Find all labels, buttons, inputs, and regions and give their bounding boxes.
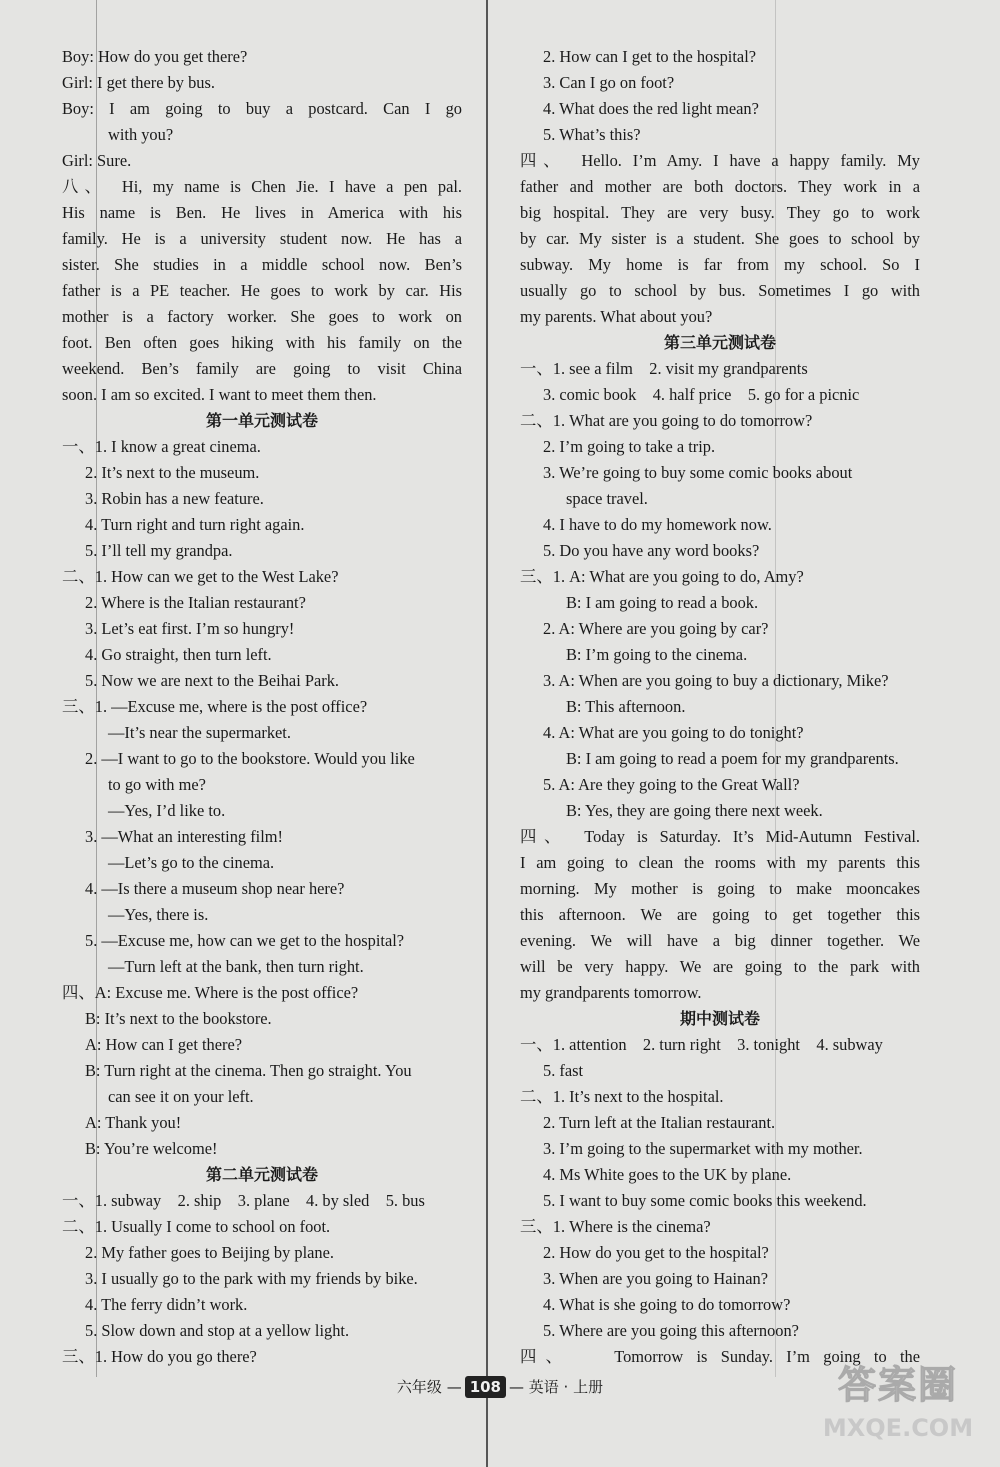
- text-line: can see it on your left.: [108, 1087, 254, 1106]
- text-line: 3. Can I go on foot?: [543, 73, 675, 92]
- text-line: Boy: I am going to buy a postcard. Can I go: [62, 99, 462, 118]
- text-line: weekend. Ben’s family are going to visit China: [62, 359, 462, 378]
- text-line: mother is a factory worker. She goes to work on: [62, 307, 462, 326]
- page-footer: 六年级 — 108 — 英语 · 上册: [396, 1378, 604, 1396]
- text-line: B: Turn right at the cinema. Then go straight. You: [85, 1061, 412, 1080]
- text-line: 4. Ms White goes to the UK by plane.: [543, 1165, 792, 1184]
- text-line: 4. Turn right and turn right again.: [85, 515, 305, 534]
- text-line: by car. My sister is a student. She goes to school by: [520, 229, 920, 248]
- text-line: 3. I usually go to the park with my friends by bike.: [85, 1269, 418, 1288]
- text-line: morning. My mother is going to make mooncakes: [520, 879, 920, 898]
- watermark-logo: [808, 1357, 988, 1457]
- text-line: —It’s near the supermarket.: [108, 723, 291, 742]
- text-line: 2. My father goes to Beijing by plane.: [85, 1243, 334, 1262]
- section-heading: 第二单元测试卷: [205, 1165, 318, 1184]
- text-line: 3. When are you going to Hainan?: [543, 1269, 769, 1288]
- text-line: 2. I’m going to take a trip.: [543, 437, 716, 456]
- text-line: 4. —Is there a museum shop near here?: [85, 879, 345, 898]
- text-line: 3. I’m going to the supermarket with my mother.: [543, 1139, 863, 1158]
- text-line: B: I am going to read a book.: [566, 593, 759, 612]
- text-line: 4. What is she going to do tomorrow?: [543, 1295, 791, 1314]
- watermark-url: MXQE.COM: [822, 1414, 974, 1442]
- text-line: 2. A: Where are you going by car?: [543, 619, 769, 638]
- text-line: big hospital. They are very busy. They go to work: [520, 203, 920, 222]
- page-number: 108: [465, 1376, 506, 1398]
- text-line: foot. Ben often goes hiking with his family on the: [62, 333, 462, 352]
- text-line: 三、1. Where is the cinema?: [520, 1217, 711, 1236]
- text-line: 三、1. How do you go there?: [62, 1347, 257, 1366]
- text-line: 3. —What an interesting film!: [85, 827, 284, 846]
- text-line: Boy: How do you get there?: [62, 47, 248, 66]
- text-line: A: How can I get there?: [85, 1035, 243, 1054]
- text-line: 5. I’ll tell my grandpa.: [85, 541, 233, 560]
- text-line: 5. Do you have any word books?: [543, 541, 760, 560]
- text-line: soon. I am so excited. I want to meet them then.: [62, 385, 377, 404]
- text-line: space travel.: [566, 489, 648, 508]
- section-heading: 期中测试卷: [679, 1009, 760, 1028]
- text-line: 3. Robin has a new feature.: [85, 489, 264, 508]
- section-heading: 第三单元测试卷: [663, 333, 776, 352]
- text-line: will be very happy. We are going to the park with: [520, 957, 920, 976]
- footer-subject: 英语 · 上册: [528, 1378, 604, 1396]
- text-line: 八、 Hi, my name is Chen Jie. I have a pen pal.: [62, 177, 462, 196]
- text-line: 2. —I want to go to the bookstore. Would you like: [85, 749, 415, 768]
- text-line: B: It’s next to the bookstore.: [85, 1009, 272, 1028]
- text-line: 5. Where are you going this afternoon?: [543, 1321, 799, 1340]
- text-line: 4. What does the red light mean?: [543, 99, 759, 118]
- text-line: B: This afternoon.: [566, 697, 686, 716]
- text-line: B: Yes, they are going there next week.: [566, 801, 823, 820]
- text-line: —Turn left at the bank, then turn right.: [108, 957, 364, 976]
- text-line: my parents. What about you?: [520, 307, 713, 326]
- text-line: sister. She studies in a middle school now. Ben’s: [62, 255, 462, 274]
- text-line: 4. I have to do my homework now.: [543, 515, 772, 534]
- text-line: —Yes, I’d like to.: [108, 801, 226, 820]
- text-line: 四、 Tomorrow is Sunday. I’m going to the: [520, 1347, 920, 1366]
- text-line: 5. Now we are next to the Beihai Park.: [85, 671, 339, 690]
- text-line: 3. comic book 4. half price 5. go for a picnic: [543, 385, 860, 404]
- text-line: 三、1. A: What are you going to do, Amy?: [520, 567, 804, 586]
- text-line: 一、1. attention 2. turn right 3. tonight 4. subway: [520, 1035, 883, 1054]
- text-line: —Let’s go to the cinema.: [108, 853, 275, 872]
- text-line: evening. We will have a big dinner together. We: [520, 931, 920, 950]
- text-line: father and mother are both doctors. They work in a: [520, 177, 920, 196]
- text-line: 3. A: When are you going to buy a dictionary, Mike?: [543, 671, 889, 690]
- column-divider: [486, 0, 488, 1467]
- text-line: Girl: Sure.: [62, 151, 132, 170]
- text-line: 2. How can I get to the hospital?: [543, 47, 757, 66]
- text-line: B: You’re welcome!: [85, 1139, 218, 1158]
- text-line: my grandparents tomorrow.: [520, 983, 702, 1002]
- footer-grade: 六年级: [396, 1378, 442, 1396]
- text-line: 3. We’re going to buy some comic books about: [543, 463, 853, 482]
- text-line: father is a PE teacher. He goes to work by car. His: [62, 281, 462, 300]
- text-line: 一、1. see a film 2. visit my grandparents: [520, 359, 808, 378]
- text-line: 3. Let’s eat first. I’m so hungry!: [85, 619, 295, 638]
- text-line: usually go to school by bus. Sometimes I go with: [520, 281, 920, 300]
- text-line: Girl: I get there by bus.: [62, 73, 215, 92]
- text-line: 二、1. How can we get to the West Lake?: [62, 567, 339, 586]
- text-line: 2. Turn left at the Italian restaurant.: [543, 1113, 776, 1132]
- text-line: with you?: [108, 125, 174, 144]
- text-line: 5. —Excuse me, how can we get to the hospital?: [85, 931, 405, 950]
- text-line: 5. Slow down and stop at a yellow light.: [85, 1321, 350, 1340]
- text-line: 4. A: What are you going to do tonight?: [543, 723, 804, 742]
- text-line: 四、 Today is Saturday. It’s Mid-Autumn Festival.: [520, 827, 920, 846]
- text-line: 5. A: Are they going to the Great Wall?: [543, 775, 800, 794]
- text-line: 5. What’s this?: [543, 125, 641, 144]
- text-line: this afternoon. We are going to get together this: [520, 905, 920, 924]
- text-line: I am going to clean the rooms with my parents this: [520, 853, 920, 872]
- text-line: 5. I want to buy some comic books this weekend.: [543, 1191, 867, 1210]
- text-line: 4. Go straight, then turn left.: [85, 645, 272, 664]
- right-column: [520, 44, 920, 1370]
- text-line: 4. The ferry didn’t work.: [85, 1295, 248, 1314]
- text-line: 2. Where is the Italian restaurant?: [85, 593, 306, 612]
- watermark-text: 答案圈: [837, 1363, 958, 1407]
- text-line: 二、1. Usually I come to school on foot.: [62, 1217, 331, 1236]
- text-line: family. He is a university student now. He has a: [62, 229, 462, 248]
- text-line: B: I’m going to the cinema.: [566, 645, 748, 664]
- text-line: —Yes, there is.: [108, 905, 209, 924]
- text-line: B: I am going to read a poem for my grandparents.: [566, 749, 899, 768]
- text-line: 三、1. —Excuse me, where is the post office?: [62, 697, 368, 716]
- text-line: 一、1. subway 2. ship 3. plane 4. by sled 5. bus: [62, 1191, 425, 1210]
- text-line: 2. How do you get to the hospital?: [543, 1243, 769, 1262]
- text-line: 二、1. What are you going to do tomorrow?: [520, 411, 813, 430]
- text-line: 四、 Hello. I’m Amy. I have a happy family. My: [520, 151, 920, 170]
- text-line: 5. fast: [543, 1061, 584, 1080]
- text-line: 一、1. I know a great cinema.: [62, 437, 261, 456]
- text-line: 四、A: Excuse me. Where is the post office?: [62, 983, 359, 1002]
- text-line: A: Thank you!: [85, 1113, 182, 1132]
- text-line: subway. My home is far from my school. So I: [520, 255, 920, 274]
- text-line: 2. It’s next to the museum.: [85, 463, 260, 482]
- text-line: to go with me?: [108, 775, 206, 794]
- text-line: His name is Ben. He lives in America with his: [62, 203, 462, 222]
- left-column: [62, 44, 462, 1370]
- text-line: 二、1. It’s next to the hospital.: [520, 1087, 724, 1106]
- section-heading: 第一单元测试卷: [205, 411, 318, 430]
